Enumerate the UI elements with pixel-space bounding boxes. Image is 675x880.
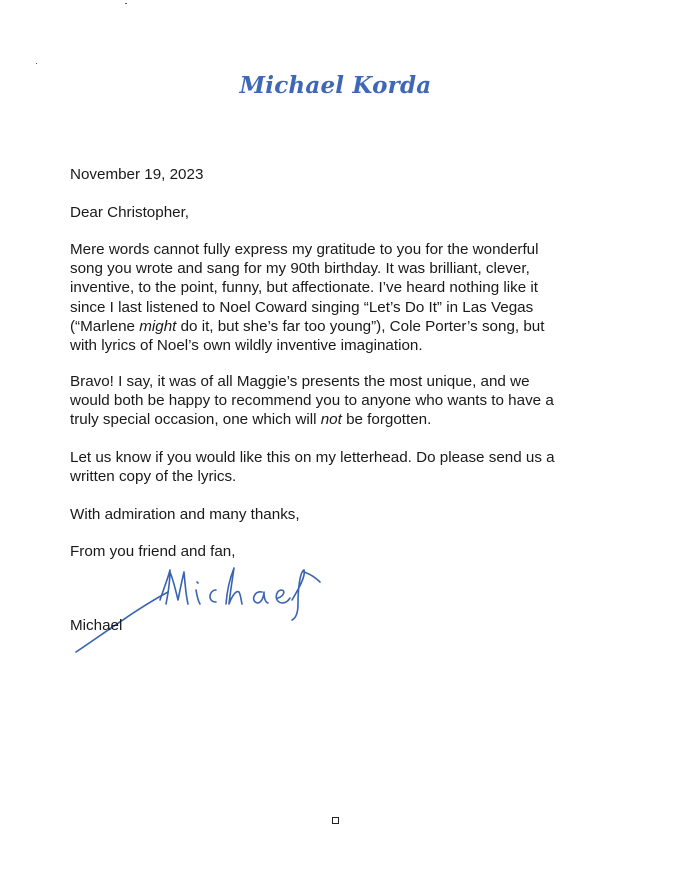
letter-paragraph-1 (70, 240, 610, 355)
scan-speck (125, 3, 127, 4)
paragraph-line: would both be happy to recommend you to anyone who wants to have a (70, 392, 554, 410)
paragraph-line (70, 410, 610, 429)
text-fragment: be forgotten. (341, 411, 432, 429)
letter-salutation: Dear Christopher, (70, 204, 190, 221)
paragraph-line: Bravo! I say, it was of all Maggie’s presents the most unique, and we (70, 373, 530, 390)
text-fragment: truly special occasion, one which will (70, 411, 321, 429)
letter-closing-2: From you friend and fan, (70, 543, 236, 560)
text-fragment: (“Marlene (70, 317, 140, 335)
page-marker-square (332, 817, 339, 824)
letterhead-name: Michael Korda (239, 72, 432, 99)
paragraph-line: Mere words cannot fully express my gratitude to you for the wonderful (70, 241, 539, 258)
paragraph-line: written copy of the lyrics. (70, 468, 237, 486)
paragraph-line: with lyrics of Noel’s own wildly inventive imagination. (70, 337, 423, 355)
letter-date: November 19, 2023 (70, 166, 204, 183)
letter-closing-1: With admiration and many thanks, (70, 506, 300, 523)
paragraph-line: inventive, to the point, funny, but affectionate. I’ve heard nothing like it (70, 279, 539, 297)
emphasis-text: not (320, 411, 342, 429)
letter-paragraph-3 (70, 448, 610, 486)
paragraph-line: Let us know if you would like this on my letterhead. Do please send us a (70, 449, 555, 466)
letter-paragraph-2 (70, 372, 610, 430)
paragraph-line (70, 317, 610, 336)
handwritten-signature (66, 560, 336, 660)
emphasis-text: might (139, 317, 177, 335)
scan-speck (36, 63, 37, 64)
paragraph-line: since I last listened to Noel Coward singing “Let’s Do It” in Las Vegas (70, 298, 534, 316)
paragraph-line: song you wrote and sang for my 90th birthday. It was brilliant, clever, (70, 260, 530, 278)
text-fragment: do it, but she’s far too young”), Cole Porter’s song, but (176, 317, 545, 335)
letter-signer-name: Michael (70, 617, 123, 634)
